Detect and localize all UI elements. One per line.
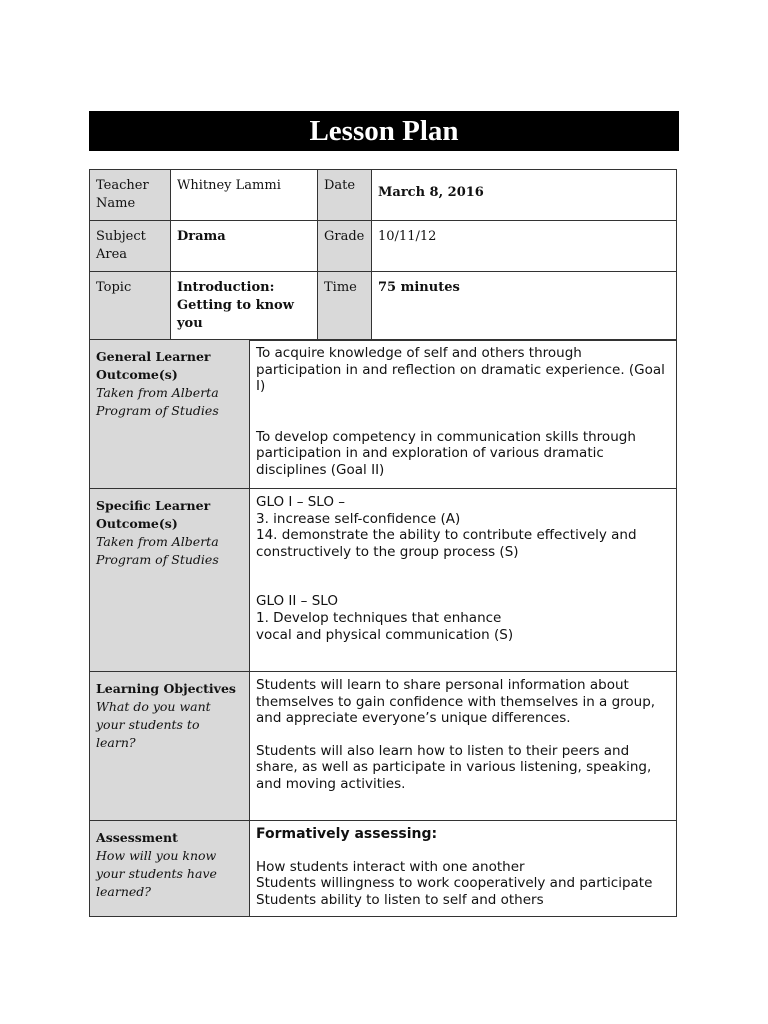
assessment-subheading: How will you know your students have learned? [96,848,217,899]
assessment-label-cell [90,821,250,917]
slo-line-6: vocal and physical communication (S) [256,626,514,643]
assessment-row [90,821,677,917]
assessment-line-2: Students willingness to work cooperatively and participate [256,875,653,892]
slo-row [90,489,677,672]
slo-line-5: 1. Develop techniques that enhance [256,609,502,626]
subject-value: Drama [171,221,318,272]
subject-label: Subject Area [90,221,171,272]
slo-line-4: GLO II – SLO [256,593,338,610]
header-row-subject [90,221,677,272]
slo-subheading: Taken from Alberta Program of Studies [96,534,219,567]
grade-value: 10/11/12 [372,221,677,272]
assessment-content [250,821,677,917]
glo-content [250,340,677,489]
topic-label: Topic [90,272,171,341]
topic-value-line1: Introduction: [177,280,275,295]
topic-value [171,272,318,341]
glo-label-cell [90,340,250,489]
objectives-label-cell [90,672,250,821]
time-label: Time [318,272,372,341]
objectives-paragraph-2: Students will also learn how to listen to their peers and share, as well as participate in various listening, speaking, and moving activities. [256,742,652,792]
teacher-value: Whitney Lammi [171,170,318,221]
teacher-label: Teacher Name [90,170,171,221]
objectives-subheading: What do you want your students to learn? [96,699,211,750]
page-title: Lesson Plan [89,111,679,151]
slo-line-3: 14. demonstrate the ability to contribute effectively and constructively to the group process (S) [256,527,637,560]
objectives-row [90,672,677,821]
glo-paragraph-1: To acquire knowledge of self and others through participation in and reflection on dramatic experience. (Goal I) [256,345,665,395]
glo-paragraph-2: To develop competency in communication skills through participation in and exploration of various dramatic disciplines (Goal II) [256,428,636,478]
objectives-paragraph-1: Students will learn to share personal information about themselves to gain confidence with themselves in a group, and appreciate everyone’s unique differences. [256,677,656,727]
header-row-teacher [90,170,677,221]
slo-label-cell [90,489,250,672]
header-row-topic [90,272,677,341]
assessment-bold-heading: Formatively assessing: [256,826,438,842]
objectives-heading: Learning Objectives [96,681,236,696]
glo-heading: General Learner Outcome(s) [96,349,211,382]
outcomes-table [89,339,677,917]
slo-line-2: 3. increase self-confidence (A) [256,510,461,527]
slo-line-1: GLO I – SLO – [256,494,346,510]
grade-label: Grade [318,221,372,272]
glo-row [90,340,677,489]
header-table [89,169,677,341]
objectives-content [250,672,677,821]
topic-value-line2: Getting to know you [177,298,294,331]
assessment-heading: Assessment [96,830,178,845]
glo-subheading: Taken from Alberta Program of Studies [96,385,219,418]
slo-heading: Specific Learner Outcome(s) [96,498,211,531]
assessment-line-1: How students interact with one another [256,858,525,875]
date-label: Date [318,170,372,221]
assessment-line-3: Students ability to listen to self and others [256,891,544,908]
time-value: 75 minutes [372,272,677,341]
slo-content [250,489,677,672]
date-value: March 8, 2016 [372,170,677,221]
